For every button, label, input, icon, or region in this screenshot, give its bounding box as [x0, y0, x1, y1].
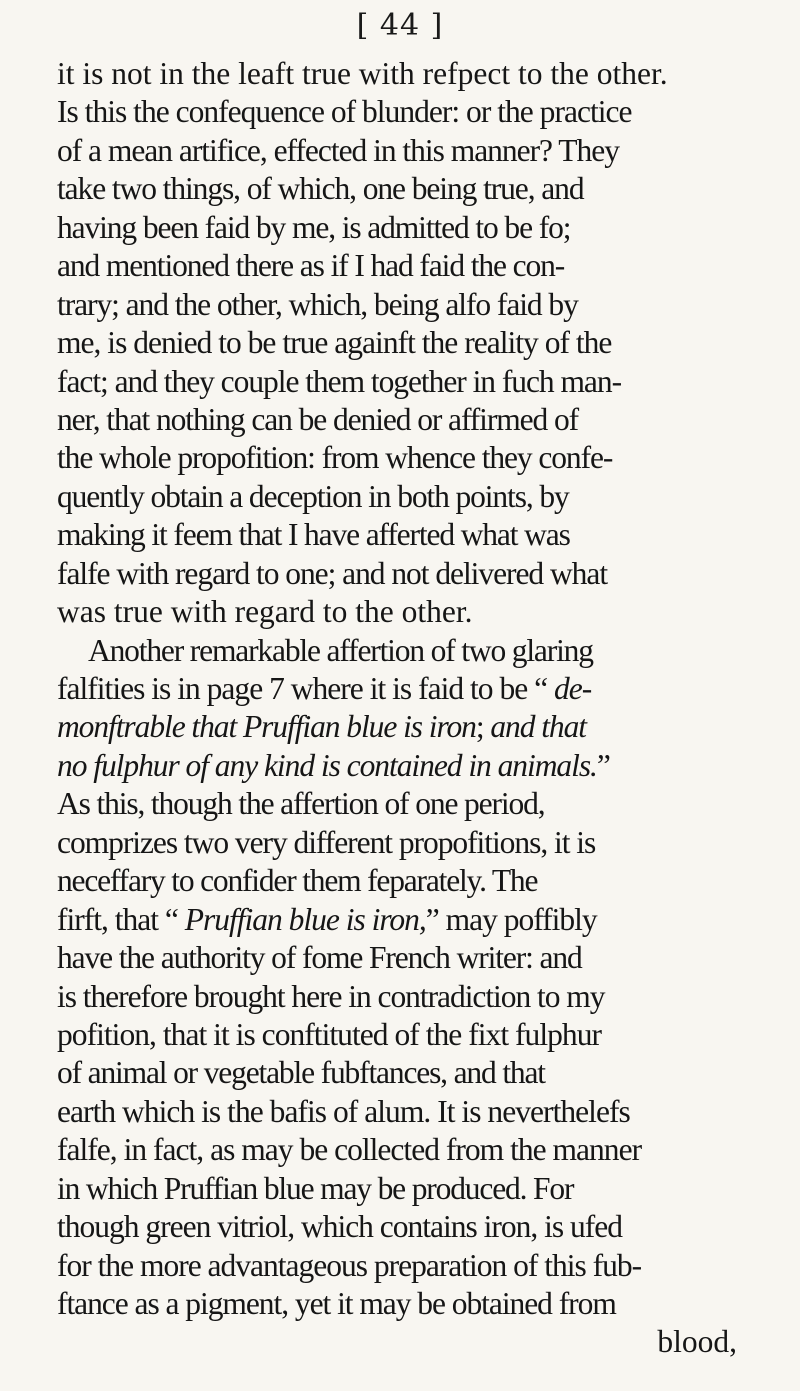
- text-segment: for the more advantageous preparation of this fub-: [57, 1247, 642, 1283]
- text-line: [57, 1247, 797, 1285]
- text-line: [57, 593, 797, 631]
- text-line: [57, 1208, 797, 1246]
- text-line: [57, 170, 797, 208]
- text-line: [57, 93, 797, 131]
- italic-text: no fulphur of any kind is contained in animals.: [57, 747, 597, 783]
- italic-text: de-: [554, 671, 592, 706]
- text-segment: Is this the confequence of blunder: or the practice: [57, 94, 632, 130]
- text-line: [57, 439, 797, 477]
- text-line: [57, 862, 797, 900]
- text-segment: blood,: [657, 1324, 737, 1360]
- text-segment: falfities is in page 7 where it is faid to be “: [57, 671, 555, 706]
- text-segment: have the authority of fome French writer: and: [57, 940, 582, 976]
- text-segment: trary; and the other, which, being alfo faid by: [57, 286, 578, 322]
- text-segment: ner, that nothing can be denied or affirmed of: [57, 401, 579, 437]
- text-segment: ;: [475, 709, 491, 745]
- text-segment: though green vitriol, which contains iron, is ufed: [57, 1209, 623, 1245]
- italic-text: Pruffian blue is iron,: [184, 901, 426, 937]
- text-line: [57, 516, 797, 554]
- text-line: [57, 478, 797, 516]
- text-line: [57, 1016, 797, 1054]
- italic-text: monftrable that Pruffian blue is iron: [57, 709, 476, 745]
- text-segment: neceffary to confider them feparately. The: [57, 863, 538, 899]
- text-line: [57, 1093, 797, 1131]
- text-segment: firft, that “: [57, 901, 185, 937]
- text-line: [57, 132, 797, 170]
- text-line: [57, 1054, 797, 1092]
- text-line: [57, 939, 797, 977]
- text-line: [57, 824, 797, 862]
- text-line: [57, 363, 797, 401]
- text-segment: me, is denied to be true againft the reality of the: [57, 325, 612, 361]
- text-line: [57, 670, 797, 708]
- text-segment: quently obtain a deception in both points, by: [57, 478, 569, 514]
- text-segment: fact; and they couple them together in fuch man-: [57, 363, 622, 399]
- text-line: [57, 1170, 797, 1208]
- text-line: [57, 747, 797, 785]
- text-segment: was true with regard to the other.: [57, 594, 473, 630]
- text-line: [57, 978, 797, 1016]
- text-segment: earth which is the bafis of alum. It is neverthelefs: [57, 1093, 630, 1129]
- text-segment: pofition, that it is conftituted of the fixt fulphur: [57, 1016, 602, 1052]
- text-segment: falfe, in fact, as may be collected from the manner: [57, 1132, 642, 1168]
- text-line: [57, 401, 797, 439]
- text-segment: ”: [596, 747, 610, 783]
- text-segment: the whole propofition: from whence they confe-: [57, 440, 613, 476]
- text-line: [57, 1131, 797, 1169]
- text-line: [57, 324, 797, 362]
- text-segment: having been faid by me, is admitted to be fo;: [57, 209, 571, 245]
- text-line: [57, 632, 797, 670]
- body-text: [57, 55, 797, 1362]
- text-line: [57, 1323, 797, 1361]
- text-segment: in which Pruffian blue may be produced. For: [57, 1170, 574, 1206]
- page-number: [ 44 ]: [356, 8, 444, 43]
- text-line: [57, 209, 797, 247]
- text-segment: ” may poffibly: [425, 901, 597, 937]
- text-line: [57, 55, 797, 93]
- text-segment: of a mean artifice, effected in this manner? They: [57, 132, 619, 168]
- text-segment: As this, though the affertion of one period,: [57, 786, 545, 822]
- text-line: [57, 901, 797, 939]
- text-segment: take two things, of which, one being true, and: [57, 171, 584, 207]
- italic-text: and that: [490, 709, 586, 745]
- text-segment: falfe with regard to one; and not delivered what: [57, 555, 608, 591]
- text-segment: ftance as a pigment, yet it may be obtained from: [57, 1286, 616, 1321]
- text-segment: comprizes two very different propofitions, it is: [57, 824, 596, 860]
- text-segment: Another remarkable affertion of two glaring: [88, 632, 593, 668]
- text-line: [57, 247, 797, 285]
- text-segment: it is not in the leaft true with refpect to the other.: [57, 56, 668, 91]
- text-line: [57, 785, 797, 823]
- text-segment: of animal or vegetable fubftances, and that: [57, 1055, 545, 1091]
- text-line: [57, 555, 797, 593]
- text-line: [57, 1285, 797, 1323]
- text-line: [57, 286, 797, 324]
- text-segment: making it feem that I have afferted what was: [57, 517, 570, 553]
- text-line: [57, 708, 797, 746]
- text-segment: and mentioned there as if I had faid the con-: [57, 248, 565, 284]
- text-segment: is therefore brought here in contradiction to my: [57, 978, 605, 1014]
